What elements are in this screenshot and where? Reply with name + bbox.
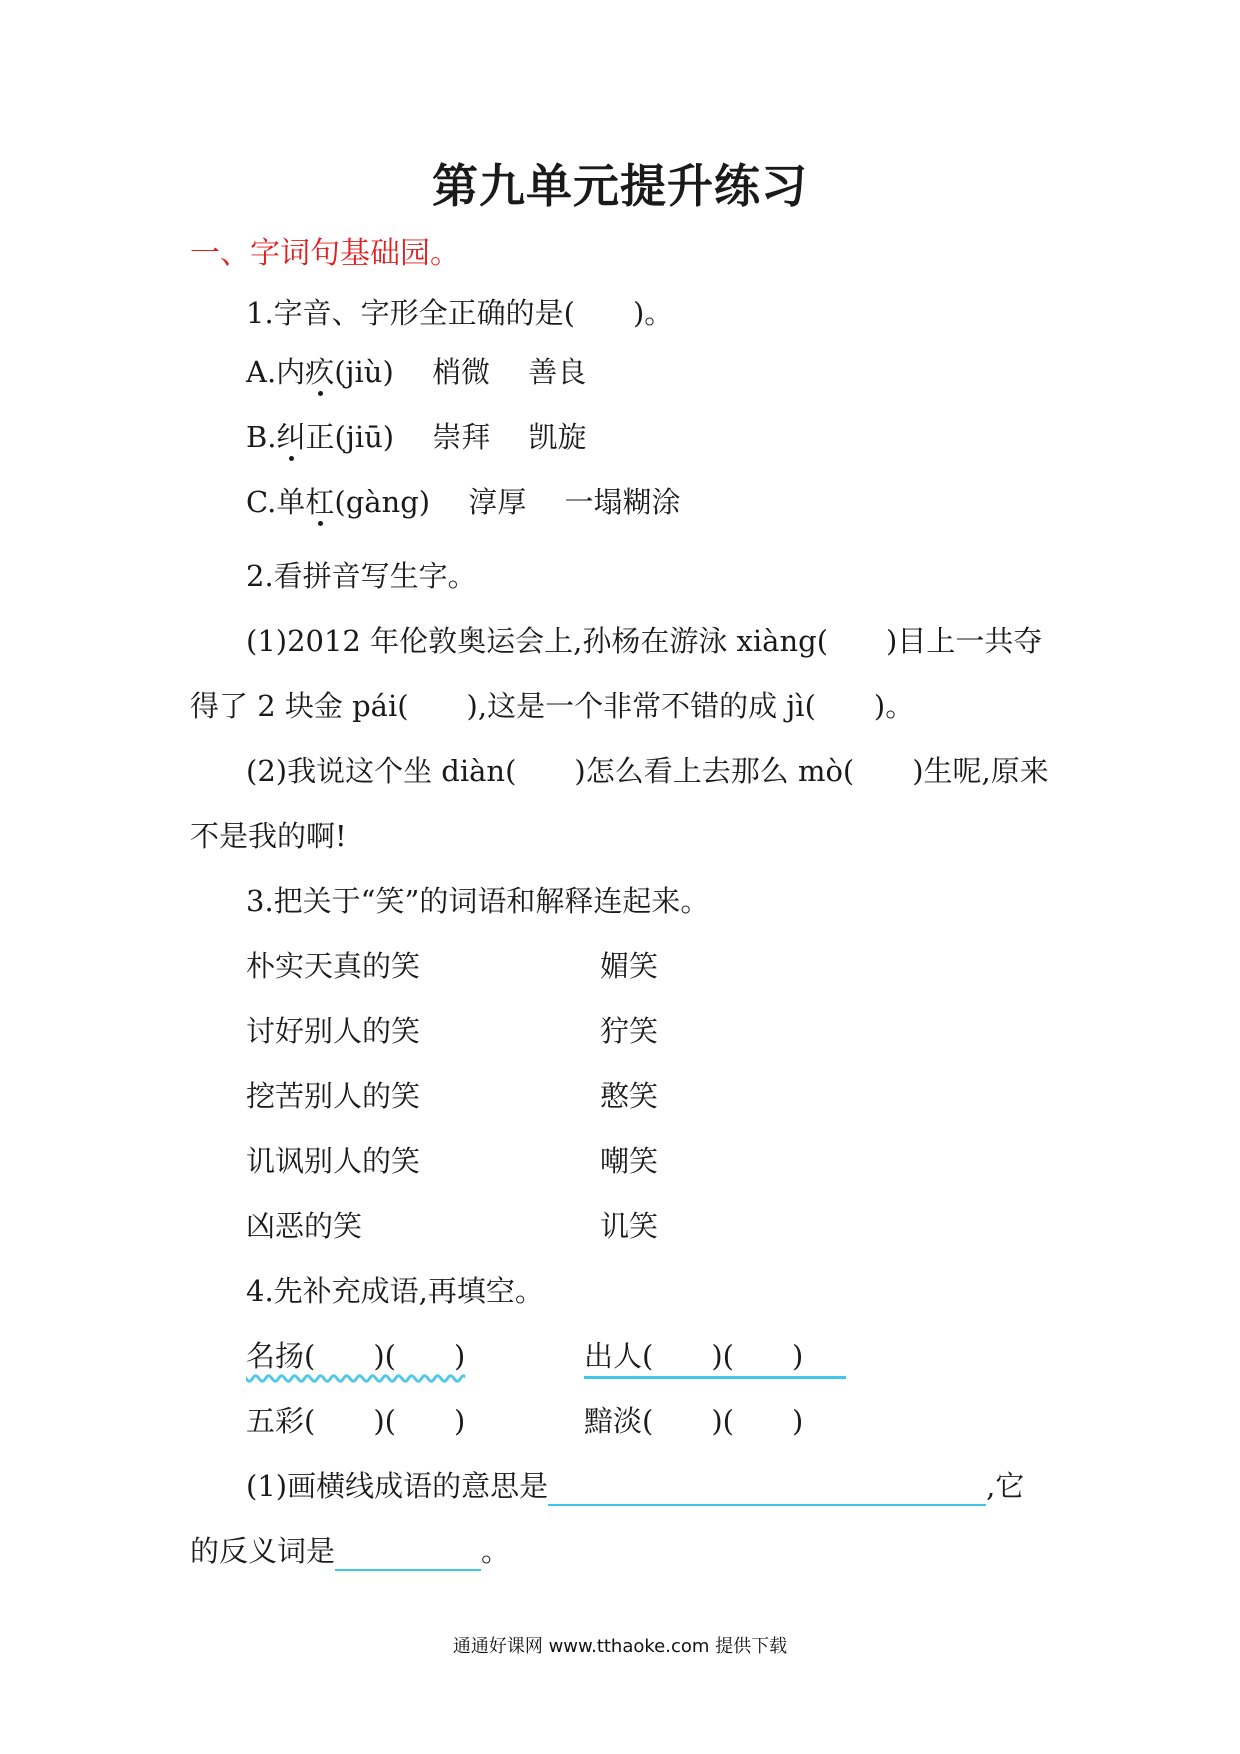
q1-option-b bbox=[246, 417, 587, 457]
q4-idiom-4: 黯淡( )( ) bbox=[584, 1404, 804, 1438]
q3-right-item: 憨笑 bbox=[600, 1079, 659, 1113]
q4-sub1-cont: ,它 bbox=[986, 1469, 1025, 1503]
q4-idiom-3: 五彩( )( ) bbox=[246, 1404, 466, 1438]
q4-stem: 4.先补充成语,再填空。 bbox=[246, 1274, 544, 1308]
page-title: 第九单元提升练习 bbox=[432, 159, 808, 213]
q3-left-item: 凶恶的笑 bbox=[246, 1209, 363, 1243]
q2-part1-line1: (1)2012 年伦敦奥运会上,孙杨在游泳 xiàng( )目上一共夺 bbox=[246, 624, 1043, 658]
q1-b-rest: 正(jiū) 崇拜 凯旋 bbox=[305, 420, 587, 454]
answer-blank[interactable] bbox=[335, 1535, 481, 1571]
q3-left-item: 挖苦别人的笑 bbox=[246, 1079, 421, 1113]
idiom-wavy-underlined: 名扬( )( ) bbox=[246, 1339, 466, 1373]
q3-left-item: 讨好别人的笑 bbox=[246, 1014, 421, 1048]
q1-stem: 1.字音、字形全正确的是( )。 bbox=[246, 296, 674, 330]
q3-right-item: 狞笑 bbox=[600, 1014, 659, 1048]
q1-option-a bbox=[246, 352, 586, 392]
q4-sub1-prompt: (1)画横线成语的意思是 bbox=[246, 1469, 549, 1503]
q1-b-dotted-char: 纠 bbox=[276, 420, 306, 454]
idiom-straight-underlined: 出人( )( ) bbox=[584, 1336, 846, 1379]
q2-part2-line2: 不是我的啊! bbox=[190, 819, 347, 853]
q1-c-rest: (gàng) 淳厚 一塌糊涂 bbox=[334, 485, 681, 519]
q3-right-item: 媚笑 bbox=[600, 949, 659, 983]
q3-left-item: 朴实天真的笑 bbox=[246, 949, 421, 983]
section-heading: 一、字词句基础园。 bbox=[190, 236, 460, 271]
q1-c-prefix: C.单 bbox=[246, 485, 306, 519]
q1-b-prefix: B. bbox=[246, 420, 277, 454]
q1-a-dotted-char: 疚 bbox=[305, 355, 335, 389]
q2-part2-line1: (2)我说这个坐 diàn( )怎么看上去那么 mò( )生呢,原来 bbox=[246, 754, 1049, 788]
q3-stem: 3.把关于“笑”的词语和解释连起来。 bbox=[246, 884, 710, 918]
q4-idiom-1 bbox=[246, 1336, 465, 1376]
q4-sub1-end: 。 bbox=[481, 1534, 511, 1568]
q3-right-item: 讥笑 bbox=[600, 1209, 659, 1243]
q4-idiom-2 bbox=[584, 1336, 846, 1379]
answer-blank[interactable] bbox=[548, 1470, 986, 1506]
q4-sub1-antonym-prompt: 的反义词是 bbox=[190, 1534, 336, 1568]
q2-stem: 2.看拼音写生字。 bbox=[246, 559, 477, 593]
q1-option-c bbox=[246, 482, 681, 522]
q4-sub1-line1 bbox=[246, 1466, 1024, 1506]
q1-a-prefix: A.内 bbox=[246, 355, 306, 389]
q2-part1-line2: 得了 2 块金 pái( ),这是一个非常不错的成 jì( )。 bbox=[190, 689, 915, 723]
q3-left-item: 讥讽别人的笑 bbox=[246, 1144, 421, 1178]
q1-c-dotted-char: 杠 bbox=[305, 485, 335, 519]
q3-right-item: 嘲笑 bbox=[600, 1144, 659, 1178]
q4-sub1-line2 bbox=[190, 1531, 510, 1571]
q1-a-rest: (jiù) 梢微 善良 bbox=[334, 355, 587, 389]
footer-credit: 通通好课网 www.tthaoke.com 提供下载 bbox=[452, 1636, 788, 1657]
